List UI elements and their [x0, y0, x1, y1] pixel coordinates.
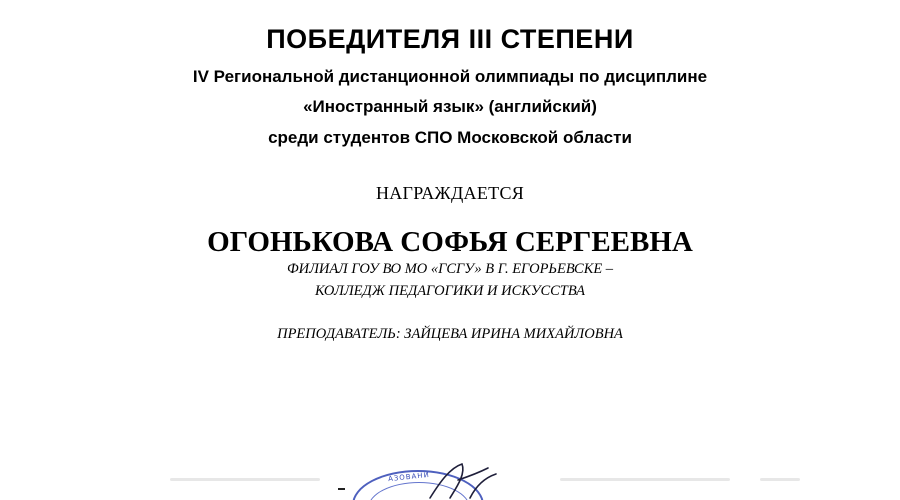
institution-line-2: КОЛЛЕДЖ ПЕДАГОГИКИ И ИСКУССТВА [314, 283, 586, 299]
institution-line-1: ФИЛИАЛ ГОУ ВО МО «ГСГУ» В Г. ЕГОРЬЕВСКЕ – [286, 261, 614, 277]
olympiad-title-line-1: IV Региональной дистанционной олимпиады по дисциплине [192, 67, 708, 86]
olympiad-title-line-3: среди студентов СПО Московской области [268, 128, 632, 147]
olympiad-title-line-2: «Иностранный язык» (английский) [303, 97, 597, 116]
recipient-name: ОГОНЬКОВА СОФЬЯ СЕРГЕЕВНА [207, 226, 693, 258]
stamp-text-fragment: АЗОВАНИ [387, 470, 431, 484]
signature-icon [410, 462, 530, 500]
awarded-label: НАГРАЖДАЕТСЯ [375, 183, 525, 203]
award-degree-heading: ПОБЕДИТЕЛЯ III СТЕПЕНИ [266, 24, 634, 54]
teacher-line: ПРЕПОДАВАТЕЛЬ: ЗАЙЦЕВА ИРИНА МИХАЙЛОВНА [277, 326, 623, 342]
dash-mark [338, 488, 345, 490]
